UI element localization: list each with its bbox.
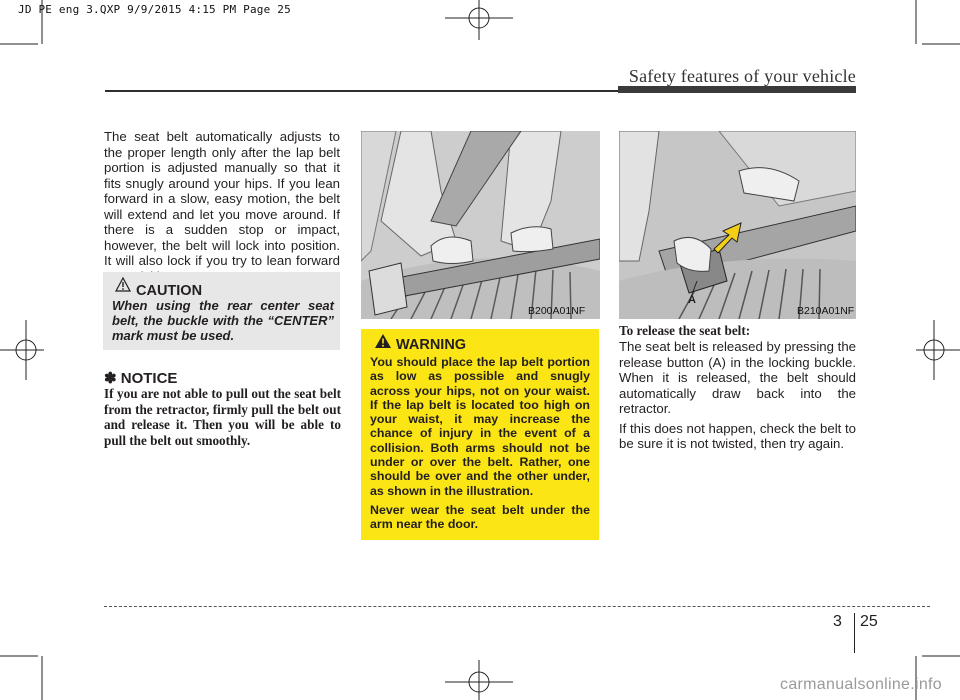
notice-text: If you are not able to pull out the seat belt from the retractor, firmly pull the belt out and release it. Then you will be able to pull the belt out smoothly. <box>104 386 341 448</box>
page-number: 25 <box>860 613 878 630</box>
warning-paragraph: Never wear the seat belt under the arm near the door. <box>370 502 590 532</box>
print-header: JD PE eng 3.QXP 9/9/2015 4:15 PM Page 25 <box>18 3 291 16</box>
warning-paragraph: You should place the lap belt portion as low as possible and snugly across your hips, not on your waist. If the lap belt is located too high on your waist, it may increase the chance of injury in the event of a collision. Both arms should not be under or over the belt. Rather, one should be over and the other under, as shown in the illustration. <box>370 355 590 498</box>
section-title: Safety features of your vehicle <box>628 66 856 86</box>
warning-triangle-icon <box>374 333 392 349</box>
header-rule <box>105 90 625 92</box>
warning-text <box>370 355 590 537</box>
release-paragraph: The seat belt is released by pressing the release button (A) in the locking buckle. When it is released, the belt should automatically draw back into the retractor. <box>619 339 856 416</box>
release-heading: To release the seat belt: <box>619 323 751 338</box>
header-rule-accent <box>618 86 856 93</box>
chapter-number: 3 <box>833 613 842 630</box>
figure-code: B200A01NF <box>528 305 586 317</box>
release-text <box>619 339 856 456</box>
release-buckle-illustration <box>619 131 856 319</box>
page-number-divider <box>854 613 855 653</box>
callout-label-a: A <box>688 294 696 306</box>
figure-code: B210A01NF <box>797 305 855 317</box>
caution-text: When using the rear center seat belt, the buckle with the “CENTER” mark must be used. <box>112 298 334 343</box>
release-paragraph: If this does not happen, check the belt to be sure it is not twisted, then try again. <box>619 420 856 451</box>
intro-paragraph: The seat belt automatically adjusts to the proper length only after the lap belt portion is adjusted manually so that it fits snugly around your hips. If you lean forward in a slow, easy motion, the belt will extend and let you move around. If there is a sudden stop or impact, however, the belt will lock into position. It will also lock if you try to lean forward <box>104 129 340 268</box>
notice-title: ✽ NOTICE <box>104 370 178 387</box>
lap-belt-illustration <box>361 131 600 319</box>
warning-title: WARNING <box>396 337 467 353</box>
caution-title: CAUTION <box>136 283 203 299</box>
footer-rule <box>104 606 930 607</box>
warning-triangle-icon <box>115 277 131 292</box>
watermark: carmanualsonline.info <box>780 676 942 693</box>
